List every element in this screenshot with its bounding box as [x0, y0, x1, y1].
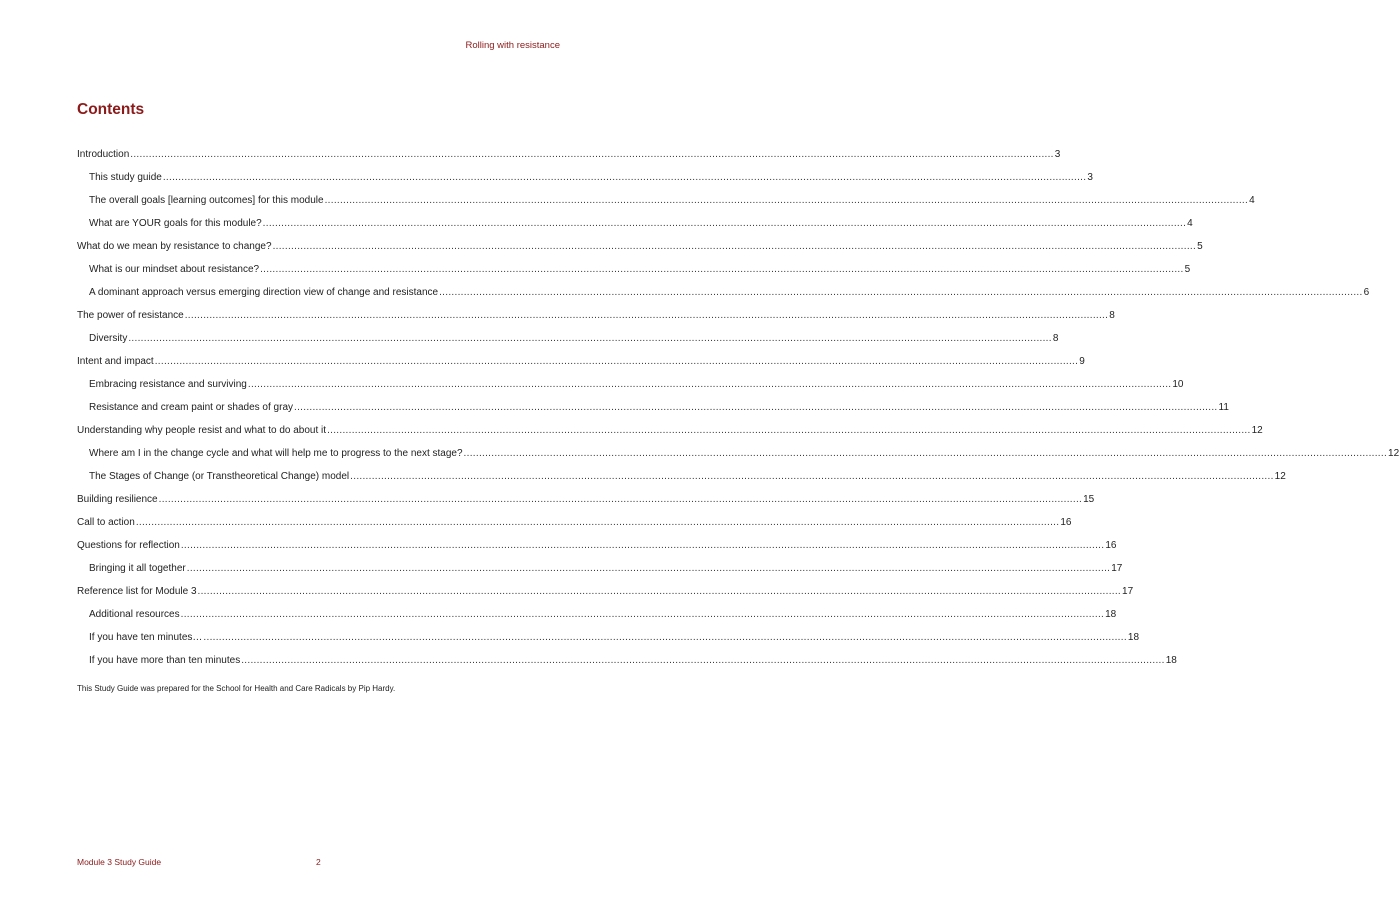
toc-entry-label: A dominant approach versus emerging direction view of change and resistance	[89, 287, 439, 298]
toc-entry-page: 8	[1109, 310, 1115, 321]
toc-entry-label: The power of resistance	[77, 310, 184, 321]
toc-entry-label: Call to action	[77, 517, 135, 528]
toc-entry-page: 5	[1197, 241, 1203, 252]
toc-leader-dots: ............................................................................................................................................................................................................................................................................................................	[186, 563, 1111, 574]
toc-entry-page: 11	[1218, 402, 1229, 413]
toc-leader-dots: ............................................................................................................................................................................................................................................................................................................	[184, 310, 1109, 321]
toc-entry-label: Intent and impact	[77, 356, 154, 367]
toc-entry[interactable]	[77, 540, 1117, 563]
toc-leader-dots: ............................................................................................................................................................................................................................................................................................................	[272, 241, 1197, 252]
toc-entry-page: 18	[1165, 655, 1177, 666]
toc-entry[interactable]	[77, 195, 1255, 218]
toc-entry-label: If you have ten minutes…	[89, 632, 203, 643]
toc-entry-page: 9	[1079, 356, 1085, 367]
toc-leader-dots: ............................................................................................................................................................................................................................................................................................................	[180, 540, 1105, 551]
toc-entry[interactable]	[77, 494, 1095, 517]
toc-leader-dots: ............................................................................................................................................................................................................................................................................................................	[439, 287, 1363, 298]
toc-leader-dots: ............................................................................................................................................................................................................................................................................................................	[154, 356, 1079, 367]
toc-entry-label: What is our mindset about resistance?	[89, 264, 260, 275]
toc-leader-dots: ............................................................................................................................................................................................................................................................................................................	[294, 402, 1218, 413]
toc-entry-label: What do we mean by resistance to change?	[77, 241, 272, 252]
toc-entry-label: Resistance and cream paint or shades of gray	[89, 402, 293, 413]
toc-entry[interactable]	[77, 425, 1263, 448]
toc-entry-page: 12	[1274, 471, 1286, 482]
toc-entry[interactable]	[77, 586, 1134, 609]
toc-entry[interactable]	[77, 609, 1117, 632]
table-of-contents	[77, 149, 1399, 678]
toc-entry[interactable]	[77, 655, 1177, 678]
toc-entry-label: Introduction	[77, 149, 130, 160]
toc-entry-page: 3	[1087, 172, 1093, 183]
toc-entry[interactable]	[77, 149, 1061, 172]
toc-entry-page: 4	[1249, 195, 1255, 206]
toc-leader-dots: ............................................................................................................................................................................................................................................................................................................	[158, 494, 1083, 505]
toc-entry-page: 17	[1122, 586, 1134, 597]
running-header: Rolling with resistance	[465, 40, 560, 51]
footer-module-label: Module 3 Study Guide	[77, 857, 162, 867]
toc-entry[interactable]	[77, 632, 1140, 655]
toc-leader-dots: ............................................................................................................................................................................................................................................................................................................	[203, 632, 1127, 643]
toc-entry-page: 16	[1105, 540, 1117, 551]
toc-entry-page: 16	[1060, 517, 1072, 528]
toc-leader-dots: ............................................................................................................................................................................................................................................................................................................	[180, 609, 1105, 620]
toc-entry-label: Where am I in the change cycle and what will help me to progress to the next stage?	[89, 448, 463, 459]
toc-entry-label: Additional resources	[89, 609, 180, 620]
toc-leader-dots: ............................................................................................................................................................................................................................................................................................................	[130, 149, 1054, 160]
toc-entry-label: The Stages of Change (or Transtheoretical Change) model	[89, 471, 350, 482]
toc-entry[interactable]	[77, 310, 1115, 333]
toc-leader-dots: ............................................................................................................................................................................................................................................................................................................	[463, 448, 1388, 459]
toc-entry-page: 12	[1251, 425, 1263, 436]
toc-entry-label: The overall goals [learning outcomes] for this module	[89, 195, 324, 206]
toc-entry[interactable]	[77, 172, 1093, 195]
toc-leader-dots: ............................................................................................................................................................................................................................................................................................................	[260, 264, 1184, 275]
toc-entry[interactable]	[77, 356, 1085, 379]
toc-leader-dots: ............................................................................................................................................................................................................................................................................................................	[241, 655, 1165, 666]
toc-entry[interactable]	[77, 333, 1059, 356]
toc-leader-dots: ............................................................................................................................................................................................................................................................................................................	[162, 172, 1087, 183]
toc-entry-page: 18	[1127, 632, 1140, 643]
toc-leader-dots: ............................................................................................................................................................................................................................................................................................................	[327, 425, 1251, 436]
toc-entry-label: Bringing it all together	[89, 563, 186, 574]
toc-leader-dots: ............................................................................................................................................................................................................................................................................................................	[262, 218, 1187, 229]
toc-entry-label: Building resilience	[77, 494, 158, 505]
toc-leader-dots: ............................................................................................................................................................................................................................................................................................................	[128, 333, 1052, 344]
toc-entry[interactable]	[77, 402, 1229, 425]
toc-entry-label: Reference list for Module 3	[77, 586, 197, 597]
toc-entry[interactable]	[77, 471, 1286, 494]
toc-entry-page: 3	[1054, 149, 1061, 160]
page-title: Contents	[77, 101, 145, 118]
toc-leader-dots: ............................................................................................................................................................................................................................................................................................................	[135, 517, 1060, 528]
toc-entry-page: 10	[1172, 379, 1184, 390]
toc-entry-page: 4	[1187, 218, 1193, 229]
toc-leader-dots: ............................................................................................................................................................................................................................................................................................................	[324, 195, 1249, 206]
toc-entry[interactable]	[77, 448, 1399, 471]
toc-entry[interactable]	[77, 241, 1203, 264]
toc-entry-page: 18	[1105, 609, 1117, 620]
toc-entry-label: Questions for reflection	[77, 540, 180, 551]
toc-entry-page: 17	[1111, 563, 1123, 574]
toc-entry-page: 12	[1388, 448, 1399, 459]
toc-entry[interactable]	[77, 379, 1184, 402]
toc-entry-label: Understanding why people resist and what to do about it	[77, 425, 327, 436]
toc-entry-page: 8	[1052, 333, 1059, 344]
footer-page-number: 2	[316, 857, 321, 867]
toc-leader-dots: ............................................................................................................................................................................................................................................................................................................	[350, 471, 1274, 482]
toc-entry-label: Diversity	[89, 333, 128, 344]
toc-entry[interactable]	[77, 218, 1193, 241]
toc-entry[interactable]	[77, 264, 1191, 287]
preparation-note: This Study Guide was prepared for the School for Health and Care Radicals by Pip Hardy.	[77, 684, 396, 693]
toc-entry[interactable]	[77, 563, 1123, 586]
toc-entry[interactable]	[77, 517, 1072, 540]
toc-entry-page: 6	[1363, 287, 1370, 298]
toc-entry-label: This study guide	[89, 172, 162, 183]
toc-entry-label: What are YOUR goals for this module?	[89, 218, 262, 229]
toc-leader-dots: ............................................................................................................................................................................................................................................................................................................	[247, 379, 1172, 390]
toc-leader-dots: ............................................................................................................................................................................................................................................................................................................	[197, 586, 1122, 597]
toc-entry[interactable]	[77, 287, 1370, 310]
toc-entry-page: 5	[1184, 264, 1191, 275]
toc-entry-label: If you have more than ten minutes	[89, 655, 241, 666]
toc-entry-page: 15	[1083, 494, 1095, 505]
toc-entry-label: Embracing resistance and surviving	[89, 379, 247, 390]
